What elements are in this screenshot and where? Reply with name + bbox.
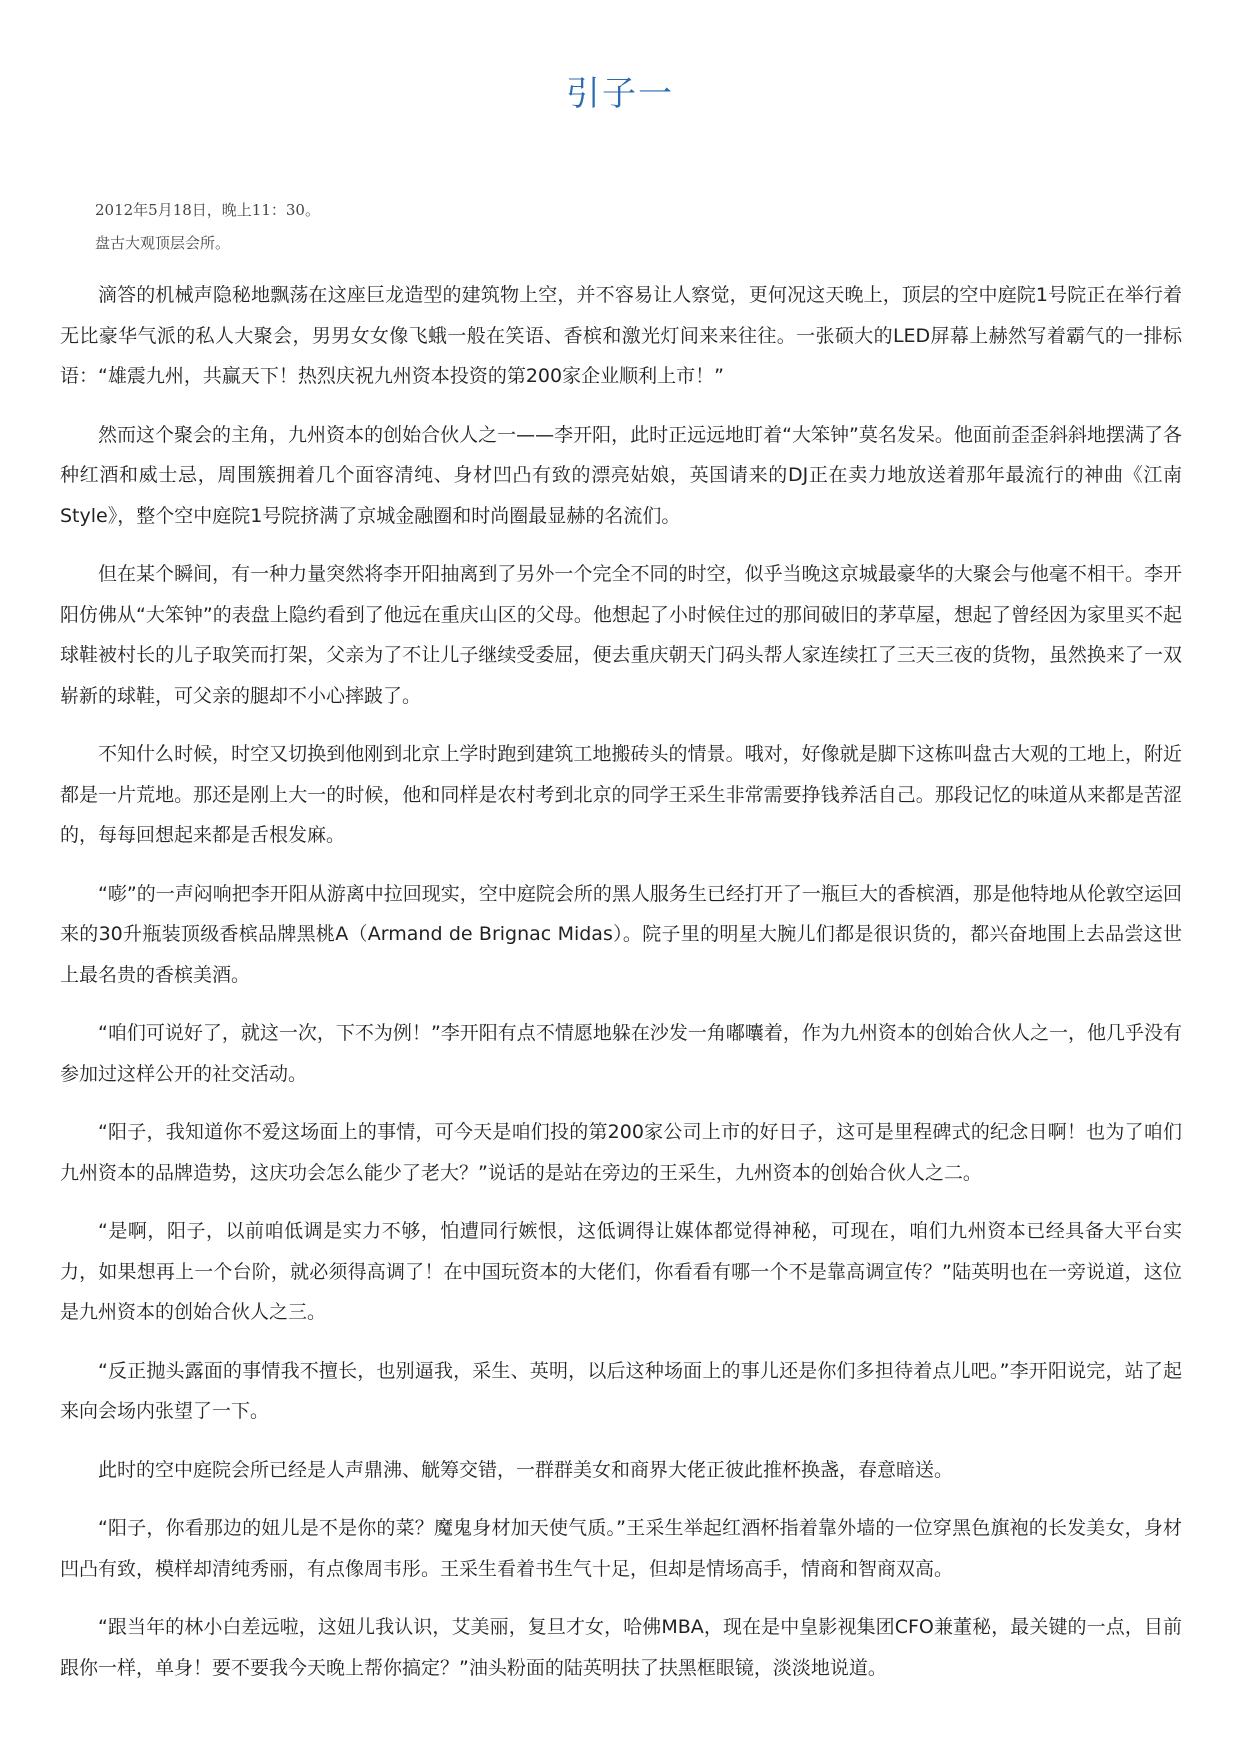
paragraph: “是啊，阳子，以前咱低调是实力不够，怕遭同行嫉恨，这低调得让媒体都觉得神秘，可现在，咱们九州资本已经具备大平台实力，如果想再上一个台阶，就必须得高调了！在中国玩资本的大佬们，你看看有哪一个不是靠高调宣传？”陆英明也在一旁说道，这位是九州资本的创始合伙人之三。 [60, 1220, 1182, 1323]
paragraph: 然而这个聚会的主角，九州资本的创始合伙人之一——李开阳，此时正远远地盯着“大笨钟”莫名发呆。他面前歪歪斜斜地摆满了各种红酒和威士忌，周围簇拥着几个面容清纯、身材凹凸有致的漂亮姑娘，英国请来的DJ正在卖力地放送着那年最流行的神曲《江南Style》，整个空中庭院1号院挤满了京城金融圈和时尚圈最显赫的名流们。 [60, 423, 1182, 527]
paragraph: “咱们可说好了，就这一次，下不为例！”李开阳有点不情愿地躲在沙发一角嘟囔着，作为九州资本的创始合伙人之一，他几乎没有参加过这样公开的社交活动。 [60, 1022, 1182, 1085]
meta-date-line: 2012年5月18日，晚上11：30。 [95, 201, 320, 219]
paragraph: 滴答的机械声隐秘地飘荡在这座巨龙造型的建筑物上空，并不容易让人察觉，更何况这天晚上，顶层的空中庭院1号院正在举行着无比豪华气派的私人大聚会，男男女女像飞蛾一般在笑语、香槟和激光灯间来来往往。一张硕大的LED屏幕上赫然写着霸气的一排标语：“雄震九州，共赢天下！热烈庆祝九州资本投资的第200家企业顺利上市！” [60, 284, 1182, 387]
paragraph: 不知什么时候，时空又切换到他刚到北京上学时跑到建筑工地搬砖头的情景。哦对，好像就是脚下这栋叫盘古大观的工地上，附近都是一片荒地。那还是刚上大一的时候，他和同样是农村考到北京的同学王采生非常需要挣钱养活自己。那段记忆的味道从来都是苦涩的，每每回想起来都是舌根发麻。 [60, 743, 1182, 846]
paragraph: “反正抛头露面的事情我不擅长，也别逼我，采生、英明，以后这种场面上的事儿还是你们多担待着点儿吧。”李开阳说完，站了起来向会场内张望了一下。 [60, 1359, 1182, 1422]
chapter-body [60, 275, 1182, 1706]
meta-location-line: 盘古大观顶层会所。 [95, 234, 231, 252]
paragraph: “跟当年的林小白差远啦，这妞儿我认识，艾美丽，复旦才女，哈佛MBA，现在是中皇影视集团CFO兼董秘，最关键的一点，目前跟你一样，单身！要不要我今天晚上帮你搞定？”油头粉面的陆英明扶了扶黑框眼镜，淡淡地说道。 [60, 1616, 1182, 1679]
chapter-meta [95, 194, 320, 260]
paragraph: “阳子，我知道你不爱这场面上的事情，可今天是咱们投的第200家公司上市的好日子，这可是里程碑式的纪念日啊！也为了咱们九州资本的品牌造势，这庆功会怎么能少了老大？”说话的是站在旁边的王采生，九州资本的创始合伙人之二。 [60, 1121, 1182, 1184]
paragraph: 此时的空中庭院会所已经是人声鼎沸、觥筹交错，一群群美女和商界大佬正彼此推杯换盏，春意暗送。 [98, 1458, 954, 1481]
paragraph: “嘭”的一声闷响把李开阳从游离中拉回现实，空中庭院会所的黑人服务生已经打开了一瓶巨大的香槟酒，那是他特地从伦敦空运回来的30升瓶装顶级香槟品牌黑桃A（Armand de Brignac Midas）。院子里的明星大腕儿们都是很识货的，都兴奋地围上去品尝这世上最名贵的香槟美酒。 [60, 882, 1182, 986]
paragraph: 但在某个瞬间，有一种力量突然将李开阳抽离到了另外一个完全不同的时空，似乎当晚这京城最豪华的大聚会与他毫不相干。李开阳仿佛从“大笨钟”的表盘上隐约看到了他远在重庆山区的父母。他想起了小时候住过的那间破旧的茅草屋，想起了曾经因为家里买不起球鞋被村长的儿子取笑而打架，父亲为了不让儿子继续受委屈，便去重庆朝天门码头帮人家连续扛了三天三夜的货物，虽然换来了一双崭新的球鞋，可父亲的腿却不小心摔跛了。 [60, 563, 1182, 707]
chapter-title: 引子一 [566, 74, 674, 114]
paragraph: “阳子，你看那边的妞儿是不是你的菜？魔鬼身材加天使气质。”王采生举起红酒杯指着靠外墙的一位穿黑色旗袍的长发美女，身材凹凸有致，模样却清纯秀丽，有点像周韦彤。王采生看着书生气十足，但却是情场高手，情商和智商双高。 [60, 1517, 1182, 1580]
